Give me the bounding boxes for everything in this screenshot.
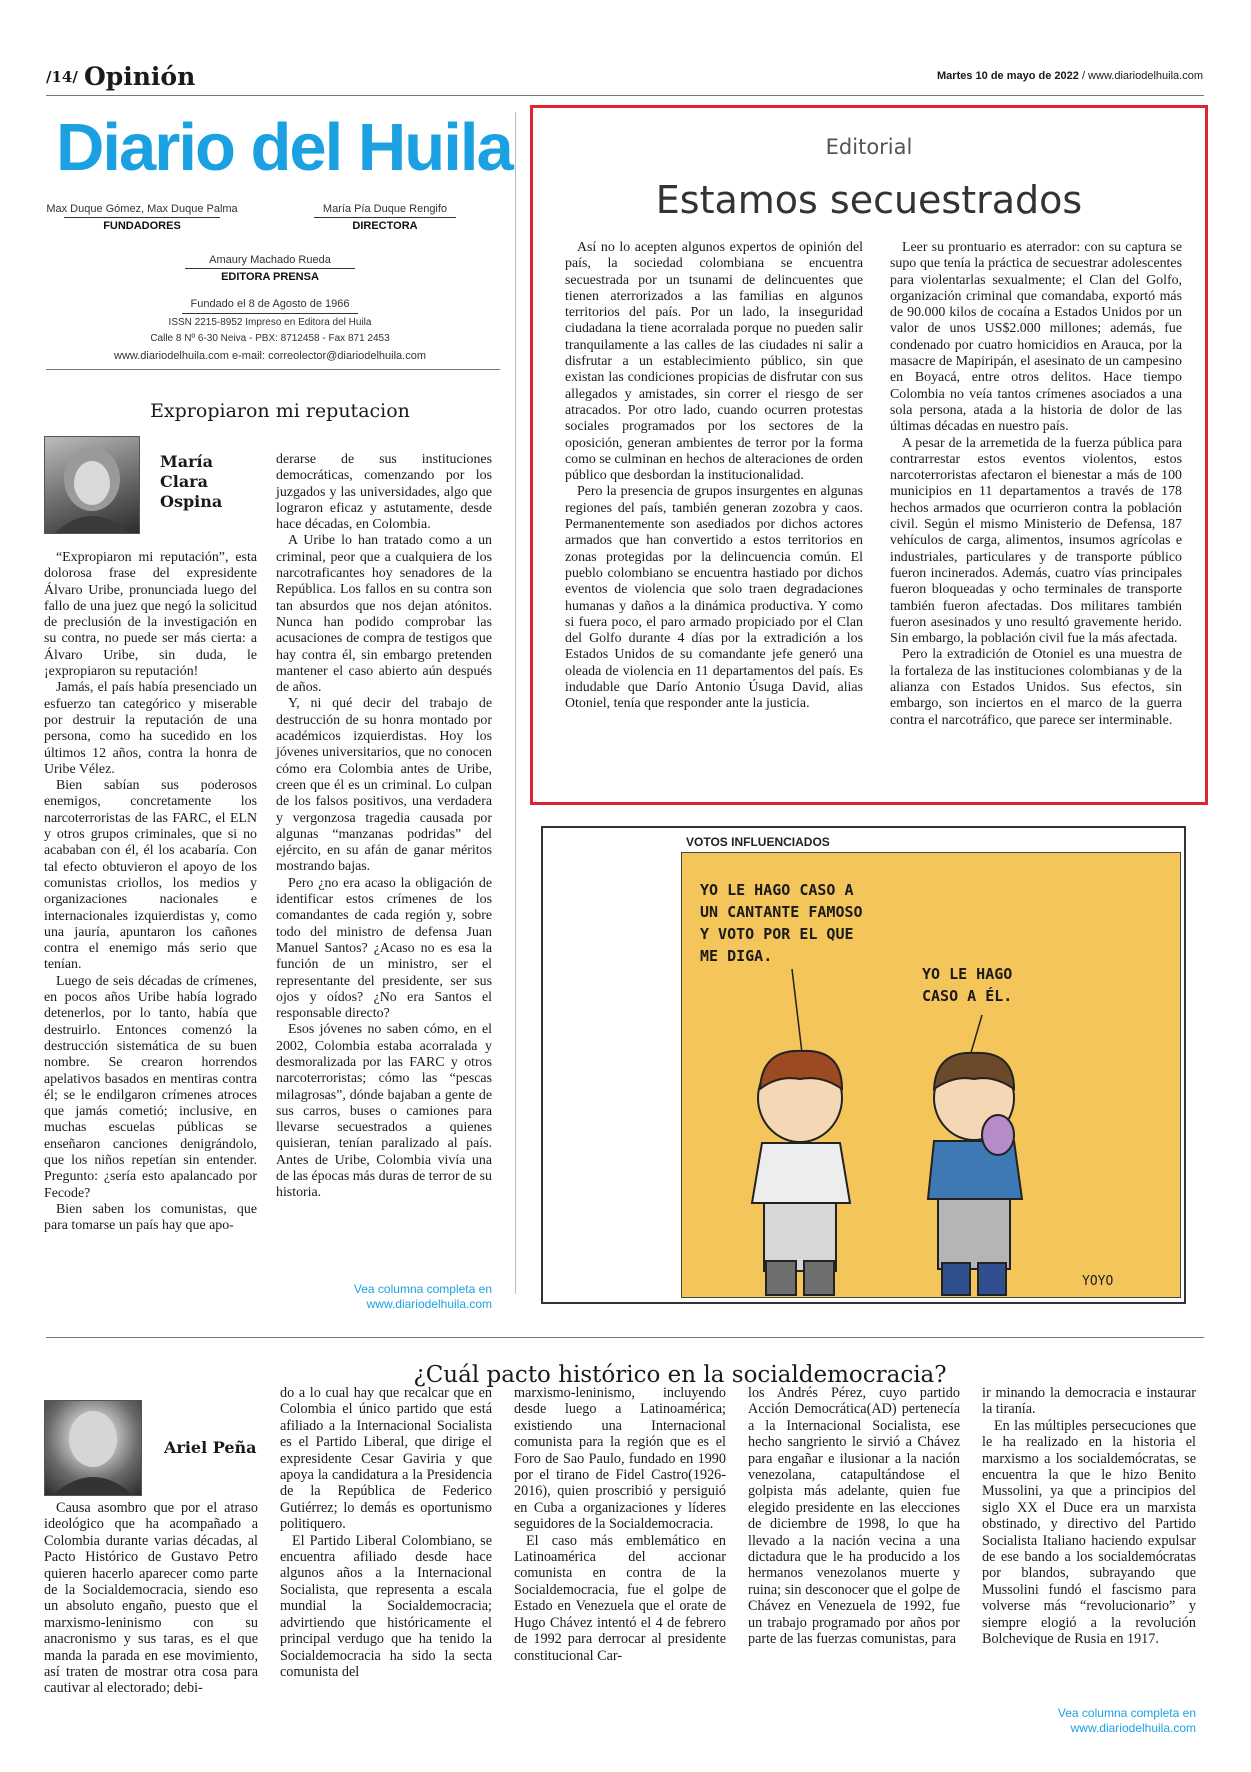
opinion2-column-3 bbox=[514, 1385, 726, 1664]
opinion2-column-1 bbox=[44, 1500, 258, 1697]
paragraph: El Partido Liberal Colombiano, se encuentra afiliado desde hace algunos años a la Internacional Socialista, que representa a escala mundial la Socialdemocracia; advirtiendo que históricamente el principal verdugo que ha tenido la Socialdemocracia ha sido la secta comunista del bbox=[280, 1532, 492, 1680]
opinion1-column-2 bbox=[276, 452, 492, 1202]
opinion2-more-link[interactable] bbox=[1000, 1706, 1196, 1736]
author-photo-maria-clara-ospina bbox=[44, 436, 140, 534]
paragraph: En las múltiples persecuciones que le ha realizado en la historia el marxismo a los socialdemócratas, se encuentra la que le hizo Benito Mussolini, ya que a principios del siglo XX el Duce era un marxista obstinado, y directivo del Partido Socialista Italiano haciendo expulsar de ese bando a los socialdemócratas por blandos, subrayando que Mussolini fundó el fascismo para volverse más “revolucionario” y siempre elogió a la revolución Bolchevique de Rusia en 1917. bbox=[982, 1417, 1196, 1648]
paragraph: “Expropiaron mi reputación”, esta dolorosa frase del expresidente Álvaro Uribe, pronunciada luego del fallo de una juez que negó la solicitud de preclusión de la investigación en su contra, no puede ser más cierta: a Álvaro Uribe, sin duda, le ¡expropiaron su reputación! bbox=[44, 550, 257, 680]
contact-line: www.diariodelhuila.com e-mail: correolector@diariodelhuila.com bbox=[114, 350, 426, 362]
website: / www.diariodelhuila.com bbox=[1081, 70, 1203, 82]
cartoonist-signature: YOYO bbox=[1082, 1274, 1114, 1289]
editor-rule bbox=[185, 268, 355, 269]
founders-names: Max Duque Gómez, Max Duque Palma bbox=[46, 203, 238, 215]
paragraph: Causa asombro que por el atraso ideológico que ha acompañado a Colombia durante varias décadas, al Pacto Histórico de Gustavo Petro quieren hacerlo aparecer como parte de la Socialdemocracia, siendo eso un absoluto engaño, puesto que el marxismo-leninismo con su anacronismo y sus taras, es el que manda la parada en ese movimiento, así traten de mostrar otra cosa para cautivar al electorado; debi- bbox=[44, 1500, 258, 1697]
founders-rule bbox=[64, 217, 220, 218]
paragraph: Pero la extradición de Otoniel es una muestra de la fortaleza de las instituciones colombianas y de la alianza con Estados Unidos. Sus efectos, sin embargo, son inciertos en el marco de la guerra contra el narcotráfico, que parece ser interminable. bbox=[890, 647, 1182, 728]
issn-line: ISSN 2215-8952 Impreso en Editora del Huila bbox=[168, 317, 372, 328]
opinion2-author: Ariel Peña bbox=[164, 1438, 257, 1457]
editor-name: Amaury Machado Rueda bbox=[209, 254, 331, 266]
director-block bbox=[300, 203, 470, 232]
cartoon-drawing bbox=[682, 853, 1181, 1298]
opinion1-column-1 bbox=[44, 550, 257, 1234]
cartoon-panel bbox=[681, 852, 1181, 1298]
author-name: María Clara Ospina bbox=[160, 452, 223, 511]
paragraph: los Andrés Pérez, cuyo partido Acción Democrática(AD) pertenecía a la Internacional Socialista, ese hecho sangriento le sirvió a Chávez para engañar e ilusionar a la nación venezolana, catapultándose el golpista más adelante, quien fue elegido presidente en las elecciones de diciembre de 1998, lo que ha llevado a la nación vecina a una dictadura que le ha producido a los hermanos venezolanos muerte y ruina; sin desconocer que el golpe de Chávez en Venezuela de 1992, fue un trabajo programado por años por parte de las fuerzas comunistas, para bbox=[748, 1385, 960, 1648]
opinion1-more-link[interactable] bbox=[300, 1282, 492, 1312]
more-link-text: Vea columna completa en bbox=[1057, 1706, 1196, 1720]
director-rule bbox=[314, 217, 456, 218]
paragraph: El caso más emblemático en Latinoamérica del accionar comunista en contra de la Socialdemocracia, fue el golpe de Estado en Venezuela que el orate de Hugo Chávez intentó el 4 de febrero de 1992 para derrocar al presidente constitucional Car- bbox=[514, 1532, 726, 1664]
opinion2-column-4 bbox=[748, 1385, 960, 1648]
opinion2-title: ¿Cuál pacto histórico en la socialdemocracia? bbox=[413, 1362, 947, 1388]
address-line: Calle 8 Nº 6-30 Neiva - PBX: 8712458 - Fax 871 2453 bbox=[150, 333, 390, 344]
paragraph: marxismo-leninismo, incluyendo desde luego a Latinoamérica; existiendo una Internacional comunista para la región que es el Foro de Sao Paulo, fundado en 1990 por el tirano de Fidel Castro(1926-2016), quien proscribió y persiguió en Cuba a organizaciones y líderes seguidores de la Socialdemocracia. bbox=[514, 1385, 726, 1533]
masthead-rule bbox=[46, 369, 500, 370]
editorial-title: Estamos secuestrados bbox=[655, 178, 1083, 222]
header-rule bbox=[46, 95, 1204, 96]
paragraph: Así no lo acepten algunos expertos de opinión del país, la sociedad colombiana se encuentra secuestrada por un tsunami de delincuentes que tienen aterrorizados a las familias en algunos territorios del país. Por un lado, la inseguridad ciudadana la tiene acorralada porque no pueden salir tranquilamente a las calles de las ciudades ni salir a disfrutar a un establecimiento público, sin que existan las condiciones propicias de disfrutar con sus allegados y amistades, sin correr el riesgo de ser atracados. Por otro lado, cuando ocurren protestas sociales programados por los sectores de la oposición, generan ambientes de terror por la forma como se culminan en hechos de alteraciones de orden público que desbordan la institucionalidad. bbox=[565, 240, 863, 484]
section-title: Opinión bbox=[84, 62, 196, 91]
dateline bbox=[937, 70, 1203, 82]
more-link-url[interactable]: www.diariodelhuila.com bbox=[1070, 1721, 1196, 1735]
page-number: /14/ bbox=[46, 68, 78, 86]
paragraph: ir minando la democracia e instaurar la tiranía. bbox=[982, 1385, 1196, 1418]
newspaper-logo: Diario del Huila bbox=[56, 110, 512, 185]
speech-bubble-right: YO LE HAGO CASO A ÉL. bbox=[922, 965, 1013, 1005]
editorial-column-2 bbox=[890, 240, 1182, 729]
paragraph: Pero la presencia de grupos insurgentes en algunas regiones del país, también generan zozobra y caos. Permanentemente son asediados por dichos actores armados que han convertido a estos territorios en zonas protegidas por la delincuencia común. El pueblo colombiano se encuentra hastiado por dichos eventos de violencia que solo traen degradaciones humanas y daños a la dinámica productiva. Y como si fuera poco, el paro armado propiciado por el Clan del Golfo durante 4 días por la extradición a los Estados Unidos de su comandante jefe generó una oleada de violencia en 11 departamentos del país. Es indudable que Darío Antonio Úsuga David, alias Otoniel, tenía que responder ante la justicia. bbox=[565, 484, 863, 712]
editor-block bbox=[175, 254, 365, 283]
portrait-icon bbox=[45, 437, 139, 533]
cartoon-title: VOTOS INFLUENCIADOS bbox=[686, 835, 830, 849]
founders-role: FUNDADORES bbox=[103, 220, 181, 232]
paragraph: Jamás, el país había presenciado un esfuerzo tan categórico y miserable por destruir la reputación de una persona, como ha sucedido en los últimos 12 años, contra la honra de Uribe Vélez. bbox=[44, 680, 257, 777]
paragraph: Esos jóvenes no saben cómo, en el 2002, Colombia estaba acorralada y desmoralizada por las FARC y otros narcoterroristas; cómo las “pescas milagrosas”, dónde bajaban a gente de sus carros, buses o camiones para llevarse secuestrados a quienes quisieran, tenían paralizado al país. Antes de Uribe, Colombia vivía una de las épocas más duras de terror de su historia. bbox=[276, 1022, 492, 1201]
opinion1-title: Expropiaron mi reputacion bbox=[150, 400, 410, 422]
portrait-icon bbox=[45, 1401, 141, 1495]
editorial-label: Editorial bbox=[825, 135, 913, 159]
director-name: María Pía Duque Rengifo bbox=[322, 203, 448, 215]
opinion2-column-2 bbox=[280, 1385, 492, 1680]
paragraph: Bien saben los comunistas, que para tomarse un país hay que apo- bbox=[44, 1201, 257, 1234]
more-link-url[interactable]: www.diariodelhuila.com bbox=[366, 1297, 492, 1311]
paragraph: Bien sabían sus poderosos enemigos, concretamente los narcoterroristas de las FARC, el ELN y otros grupos criminales, que si no acababan con él, él los acabaría. Con tal efecto obtuvieron el apoyo de los comunistas criollos, los medios y organizaciones nacionales e internacionales izquierdistas y, como una jauría, apuntaron los cañones contra el enemigo más serio que tenían. bbox=[44, 778, 257, 973]
opinion1-author bbox=[160, 452, 240, 512]
more-link-text: Vea columna completa en bbox=[353, 1282, 492, 1296]
date: Martes 10 de mayo de 2022 bbox=[937, 70, 1079, 82]
paragraph: derarse de sus instituciones democráticas, comenzando por los juzgados y las universidades, algo que lograron eficaz y astutamente, desde hace décadas, en Colombia. bbox=[276, 452, 492, 533]
opinion2-column-5 bbox=[982, 1385, 1196, 1648]
paragraph: Y, ni qué decir del trabajo de destrucción de su honra montado por académicos izquierdistas. Hoy los jóvenes universitarios, que no conocen cómo era Colombia antes de Uribe, creen que él es un criminal. Lo culpan de los falsos positivos, una verdadera y vergonzosa tragedia causada por algunas “manzanas podridas” del ejército, en su afán de ganar méritos mostrando bajas. bbox=[276, 696, 492, 875]
author-photo-ariel-pena bbox=[44, 1400, 142, 1496]
paragraph: Luego de seis décadas de crímenes, en pocos años Uribe había logrado detenerlos, por lo tanto, había que destruirlo. Entonces comenzó la destrucción sistemática de su buen nombre. Se crearon horrendos apelativos basados en mentiras contra él; se le endilgaron crímenes atroces que jamás cometió; inclusive, en muchas escuelas públicas se enseñaron canciones denigrándolo, que los niños repetían sin entender. Pregunto: ¿sería esto apalancado por Fecode? bbox=[44, 973, 257, 1201]
editorial-column-1 bbox=[565, 240, 863, 713]
founders-block bbox=[44, 203, 240, 232]
editor-role: EDITORA PRENSA bbox=[221, 271, 319, 283]
paragraph: A pesar de la arremetida de la fuerza pública para contrarrestar estos eventos violentos, estos narcoterroristas afectaron el bienestar a más de 100 municipios en 11 departamentos a través de 178 hechos armados que ocurrieron contra la población civil. Según el mismo Ministerio de Defensa, 187 vehículos de carga, alimentos, insumos agrícolas e industriales, particulares y de transporte público fueron incinerados. Además, cuatro vías principales fueron bloqueadas y ocho terminales de transporte también fueron afectadas. Dos militares también fueron asesinados y uno resultó gravemente herido. Sin embargo, la población civil fue la más afectada. bbox=[890, 435, 1182, 647]
column-separator bbox=[515, 112, 516, 1294]
speech-bubble-left: YO LE HAGO CASO A UN CANTANTE FAMOSO Y VOTO POR EL QUE ME DIGA. bbox=[700, 881, 863, 965]
paragraph: Leer su prontuario es aterrador: con su captura se supo que tenía la práctica de secuestrar adolescentes para violentarlas sexualmente; el Clan del Golfo, organización criminal que comandaba, exportó más de 90.000 kilos de cocaína a Estados Unidos por un valor de unos US$2.000 millones; además, fue condenado por cuatro homicidios en Arauca, por la masacre de Mapiripán, el asesinato de un campesino en Boyacá, entre otros delitos. Hace tiempo Colombia no veía tantos crímenes asociados a una sola persona, atada a la historia de dolor de las últimas décadas en nuestro país. bbox=[890, 240, 1182, 435]
director-role: DIRECTORA bbox=[352, 220, 418, 232]
paragraph: A Uribe lo han tratado como a un criminal, peor que a cualquiera de los narcotraficantes hoy senadores de la República. Los fallos en su contra son tan absurdos que nos dejan atónitos. Nunca han podido comprobar las acusaciones de compra de testigos que hay contra él, sin embargo pretenden mantener el caso abierto aún después de años. bbox=[276, 533, 492, 696]
section-rule bbox=[46, 1337, 1204, 1338]
founded-date: Fundado el 8 de Agosto de 1966 bbox=[190, 298, 350, 310]
paragraph: do a lo cual hay que recalcar que en Colombia el único partido que está afiliado a la Internacional Socialista es el Partido Liberal, que dirige el expresidente Cesar Gaviria y que apoya la candidatura a la Presidencia de la República de Federico Gutiérrez; lo demás es oportunismo politiquero. bbox=[280, 1385, 492, 1533]
paragraph: Pero ¿no era acaso la obligación de identificar estos crímenes de los comandantes de cada región y, sobre todo del ministro de defensa Juan Manuel Santos? ¿Acaso no es esa la función de un ministro, ser el representante del presidente, ser sus ojos y oídos? ¿No era Santos el responsable directo? bbox=[276, 875, 492, 1022]
founded-rule bbox=[182, 313, 358, 314]
